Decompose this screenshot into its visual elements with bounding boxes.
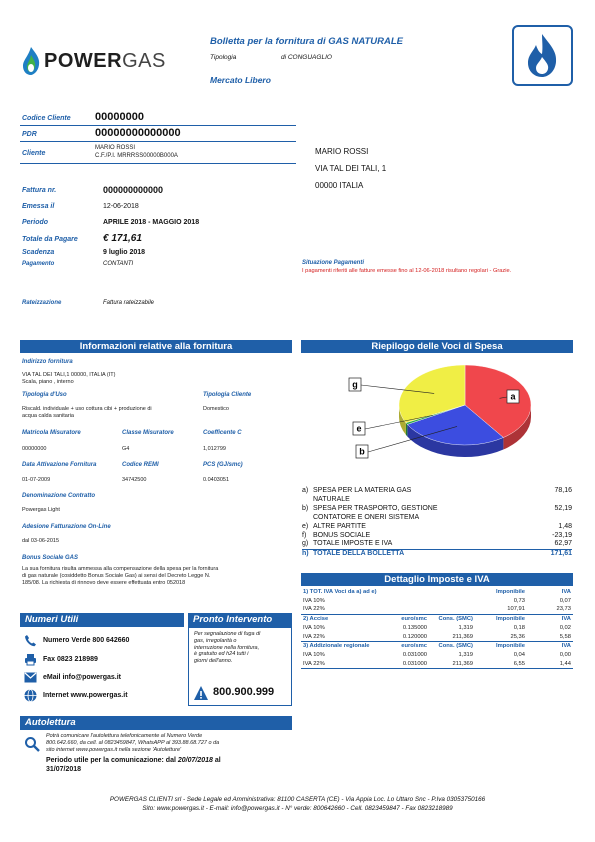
pronto-text — [194, 631, 260, 665]
internet-text[interactable]: Internet www.powergas.it — [43, 692, 128, 699]
riepilogo-row-e — [302, 523, 572, 532]
imposte-sec2-title: 2) Accise — [303, 616, 329, 623]
pronto-text-5: giorni dell'anno. — [194, 658, 233, 665]
periodo-date-to: 31/07/2018 — [46, 766, 82, 773]
table-cell: 0,73 — [513, 597, 525, 604]
numero-verde-text[interactable]: Numero Verde 800 642660 — [43, 637, 130, 644]
rateizzazione-label: Rateizzazione — [22, 300, 62, 306]
riepilogo-row-g — [302, 540, 572, 550]
scadenza-value: 9 luglio 2018 — [103, 249, 146, 256]
imposte-sec1-header — [301, 588, 573, 597]
imposte-table — [301, 588, 573, 669]
imposte-sec3-header — [301, 642, 573, 651]
pie-chart — [352, 360, 525, 470]
table-cell: 107,91 — [475, 605, 527, 614]
data-attivazione-label: Data Attivazione Fornitura — [22, 462, 97, 468]
gas-flame-badge — [512, 25, 573, 86]
totale-value: € 171,61 — [103, 233, 142, 244]
tipologia-value: di CONGUAGLIO — [281, 54, 332, 61]
table-cell: 0,04 — [513, 651, 525, 658]
riepilogo-row-total — [302, 550, 572, 559]
table-row — [301, 605, 573, 614]
coefficente-label: Coefficente C — [203, 430, 242, 436]
autolettura-periodo — [46, 756, 221, 774]
emessa-label: Emessa il — [22, 203, 55, 210]
emessa-value: 12-06-2018 — [103, 203, 139, 210]
periodo-label: Periodo — [22, 219, 49, 226]
pie-slice-side-e — [406, 423, 407, 437]
riepilogo-header: Riepilogo delle Voci di Spesa — [301, 340, 573, 353]
table-cell: 1,44 — [527, 660, 573, 669]
denominazione-value: Powergas Light — [22, 507, 60, 513]
powergas-logo — [20, 44, 170, 78]
numero-verde-row — [24, 634, 129, 647]
autolettura-text-1: Potrà comunicare l'autolettura telefonicamente al Numero Verde — [46, 733, 203, 739]
imposte-table-wrap — [301, 588, 573, 669]
bill-title: Bolletta per la fornitura di GAS NATURALE — [210, 36, 404, 47]
fax-text[interactable]: Fax 0823 218989 — [43, 656, 98, 663]
classe-label: Classe Misuratore — [122, 430, 174, 436]
bonus-text-2: di gas naturale (cosiddetto Bonus Sociale Gas) ai sensi del Decreto Legge N. — [22, 573, 211, 579]
riepilogo-row-a — [302, 487, 572, 504]
imposte-col-imponibile: Imponibile — [496, 643, 525, 650]
matricola-label: Matricola Misuratore — [22, 430, 81, 436]
imposte-sec1-title: 1) TOT. IVA Voci da a) ad e) — [303, 589, 377, 595]
riepilogo-amount: 78,16 — [554, 487, 572, 494]
table-cell: 5,58 — [527, 633, 573, 642]
table-cell: IVA 22% — [301, 660, 385, 669]
riepilogo-key: b) — [302, 505, 309, 512]
pronto-intervento-header: Pronto Intervento — [188, 613, 292, 627]
table-cell: 25,36 — [475, 633, 527, 642]
riepilogo-amount: 62,97 — [554, 540, 572, 547]
riepilogo-desc: SPESA PER LA MATERIA GAS — [313, 487, 412, 494]
pie-label-a: a — [510, 391, 516, 402]
bonus-label: Bonus Sociale GAS — [22, 555, 79, 561]
scadenza-label: Scadenza — [22, 249, 55, 256]
totale-label: Totale da Pagare — [22, 236, 78, 243]
indirizzo-label: Indirizzo fornitura — [22, 359, 73, 365]
riepilogo-desc: BONUS SOCIALE — [313, 531, 371, 539]
riepilogo-desc-2: NATURALE — [313, 495, 350, 503]
globe-icon — [24, 689, 37, 702]
imposte-sec3-title: 3) Addizionale regionale — [303, 643, 370, 650]
divider — [20, 125, 296, 126]
table-cell: 0.031000 — [402, 651, 427, 658]
periodo-value: APRILE 2018 - MAGGIO 2018 — [103, 219, 200, 226]
table-cell: 211,369 — [429, 660, 475, 669]
email-text[interactable]: eMail info@powergas.it — [43, 674, 122, 681]
pie-label-e: e — [356, 423, 362, 434]
divider — [20, 141, 296, 142]
gas-flame-icon — [514, 27, 571, 84]
footer-line-1: POWERGAS CLIENTI srl - Sede Legale ed Amministrativa: 81100 CASERTA (CE) - Via Appia Loc. Lo Uttaro Snc - P.Iva 03053750166 — [109, 796, 486, 803]
tipologia-uso-label: Tipologia d'Uso — [22, 392, 67, 398]
remi-label: Codice REMI — [122, 462, 159, 468]
riepilogo-key: f) — [302, 531, 307, 539]
cliente-cf: C.F./P.I. MRRRSS00000B000A — [95, 153, 178, 159]
riepilogo-desc: TOTALE DELLA BOLLETTA — [313, 549, 405, 557]
periodo-date-from: 20/07/2018 — [177, 757, 213, 764]
tipologia-label: Tipologia — [210, 54, 237, 61]
table-cell: IVA 22% — [301, 633, 385, 642]
warning-icon — [193, 685, 209, 701]
riepilogo-amount: -23,19 — [552, 531, 572, 539]
pagamento-label: Pagamento — [22, 261, 55, 267]
indirizzo-scala: Scala, piano , interno — [22, 379, 74, 385]
address-city: 00000 ITALIA — [315, 181, 364, 190]
address-name: MARIO ROSSI — [315, 147, 369, 156]
numeri-utili-header: Numeri Utili — [20, 613, 184, 627]
tipologia-uso-value: Riscald. individuale + uso cottura cibi + produzione di — [22, 406, 152, 412]
cliente-name: MARIO ROSSI — [95, 145, 136, 151]
pie-label-g: g — [352, 379, 358, 390]
table-cell: 0.135000 — [402, 624, 427, 631]
table-row — [301, 651, 573, 660]
flame-logo-icon — [20, 46, 42, 76]
pagamento-value: CONTANTI — [103, 261, 134, 267]
pronto-text-2: gas, irregolarità o — [194, 637, 237, 644]
info-section-header: Informazioni relative alla fornitura — [20, 340, 292, 353]
table-cell: 6,55 — [475, 660, 527, 669]
riepilogo-desc: ALTRE PARTITE — [313, 523, 366, 530]
codice-cliente-value: 00000000 — [95, 111, 144, 123]
table-cell: IVA 10% — [303, 624, 325, 631]
pronto-text-3: interruzione nella fornitura, — [194, 644, 260, 651]
pronto-text-1: Per segnalazione di fuga di — [194, 631, 261, 637]
tipologia-uso-value-2: acqua calda sanitaria — [22, 413, 74, 419]
table-cell: IVA 22% — [301, 605, 385, 614]
imposte-header: Dettaglio Imposte e IVA — [301, 573, 573, 586]
table-row — [301, 597, 573, 606]
fattura-value: 000000000000 — [103, 185, 164, 195]
logo-text-gas: GAS — [122, 50, 166, 72]
imposte-sec2-header — [301, 615, 573, 624]
logo-text-power: POWER — [44, 50, 123, 72]
table-row — [301, 633, 573, 642]
riepilogo-key: a) — [302, 487, 309, 494]
mercato-libero: Mercato Libero — [210, 75, 271, 85]
table-cell: IVA 10% — [303, 651, 325, 658]
riepilogo-amount: 52,19 — [554, 505, 572, 512]
fax-icon — [24, 653, 37, 666]
riepilogo-desc: SPESA PER TRASPORTO, GESTIONE — [313, 505, 438, 512]
denominazione-label: Denominazione Contratto — [22, 493, 95, 499]
bonus-text-3: 185/08. La richiesta di rinnovo deve essere effettuata entro 052018 — [22, 580, 186, 586]
riepilogo-row-b — [302, 505, 572, 522]
coefficente-value: 1,012799 — [203, 446, 226, 452]
pdr-value: 00000000000000 — [95, 127, 181, 139]
pcs-value: 0.0403051 — [203, 477, 229, 483]
internet-row — [24, 689, 128, 702]
table-cell: IVA 10% — [303, 597, 325, 604]
riepilogo-row-f — [302, 532, 572, 541]
fattura-label: Fattura nr. — [22, 187, 57, 194]
riepilogo-amount: 171,61 — [550, 549, 572, 557]
imposte-col-iva: IVA — [561, 643, 571, 650]
situazione-label: Situazione Pagamenti — [302, 260, 365, 266]
cliente-label: Cliente — [22, 150, 46, 157]
table-cell: 1,319 — [458, 624, 473, 631]
autolettura-text-2: 800.642.660, da cell. al 0823459847, WhatsAPP al 393.88.68.727 o da — [46, 739, 220, 746]
imposte-col-iva: IVA — [561, 616, 571, 623]
fax-row — [24, 653, 98, 666]
matricola-value: 00000000 — [22, 446, 47, 452]
adesione-value: dal 03-06-2015 — [22, 538, 60, 544]
search-icon — [24, 736, 40, 752]
imposte-col-euro-smc: euro/smc — [401, 643, 427, 650]
pronto-text-4: è gratuito ed h24 tutti i — [194, 651, 249, 658]
riepilogo-key: h) — [302, 549, 309, 557]
imposte-col-cons: Cons. (SMC) — [438, 643, 473, 650]
footer-line-2: Sito: www.powergas.it - E-mail: info@powergas.it - N° verde: 800642660 - Cell. 0823459847 - Fax 0823218989 — [142, 805, 453, 812]
riepilogo-key: e) — [302, 523, 309, 530]
situazione-text: I pagamenti riferiti alle fatture emesse fino al 12-06-2018 risultano regolari - Grazie. — [302, 268, 512, 274]
classe-value: G4 — [122, 446, 130, 452]
table-row — [301, 660, 573, 669]
table-cell: 0.031000 — [385, 660, 429, 669]
imposte-col-imponibile: Imponibile — [496, 616, 525, 623]
imposte-col-imponibile: Imponibile — [496, 589, 525, 595]
table-cell: 0,07 — [559, 597, 571, 604]
table-row — [301, 624, 573, 633]
riepilogo-chart — [352, 360, 525, 470]
autolettura-header: Autolettura — [20, 716, 292, 730]
email-icon — [24, 672, 37, 683]
rateizzazione-value: Fattura rateizzabile — [103, 300, 155, 306]
riepilogo-desc-2: CONTATORE E ONERI SISTEMA — [313, 513, 420, 521]
autolettura-text — [46, 733, 219, 753]
table-cell: 0,02 — [559, 624, 571, 631]
pcs-label: PCS (GJ/smc) — [203, 462, 243, 468]
pdr-label: PDR — [22, 131, 37, 138]
table-cell: 211,369 — [429, 633, 475, 642]
phone-icon — [24, 634, 37, 647]
divider — [20, 163, 296, 164]
bonus-text: La sua fornitura risulta ammessa alla compensazione della spesa per la fornitura — [22, 566, 219, 572]
table-cell: 0,00 — [559, 651, 571, 658]
riepilogo-list — [302, 487, 572, 558]
table-cell: 0,18 — [513, 624, 525, 631]
imposte-col-cons: Cons. (SMC) — [438, 616, 473, 623]
imposte-col-euro-smc: euro/smc — [401, 616, 427, 623]
periodo-prefix: Periodo utile per la comunicazione: dal — [46, 757, 178, 764]
data-attivazione-value: 01-07-2009 — [22, 477, 51, 483]
riepilogo-desc: TOTALE IMPOSTE E IVA — [313, 540, 393, 547]
tipologia-cliente-label: Tipologia Cliente — [203, 392, 252, 398]
remi-value: 34742500 — [122, 477, 147, 483]
table-cell: 0.120000 — [385, 633, 429, 642]
codice-cliente-label: Codice Cliente — [22, 115, 71, 122]
riepilogo-key: g) — [302, 540, 309, 547]
table-cell: 1,319 — [458, 651, 473, 658]
email-row — [24, 672, 121, 683]
indirizzo-value: VIA TAL DEI TALI,1 00000, ITALIA (IT) — [22, 372, 116, 378]
tipologia-cliente-value: Domestico — [203, 406, 229, 412]
pie-label-b: b — [359, 446, 365, 457]
adesione-label: Adesione Fatturazione On-Line — [22, 524, 111, 530]
autolettura-text-3: sito internet www.powergas.it nella sezione 'Autoletture' — [46, 746, 182, 753]
pronto-intervento-box — [188, 627, 292, 706]
riepilogo-amount: 1,48 — [558, 523, 572, 530]
imposte-col-iva: IVA — [561, 589, 571, 595]
pronto-number[interactable]: 800.900.999 — [213, 686, 275, 698]
address-street: VIA TAL DEI TALI, 1 — [315, 164, 387, 173]
periodo-mid: al — [212, 757, 221, 764]
table-cell: 23,73 — [527, 605, 573, 614]
